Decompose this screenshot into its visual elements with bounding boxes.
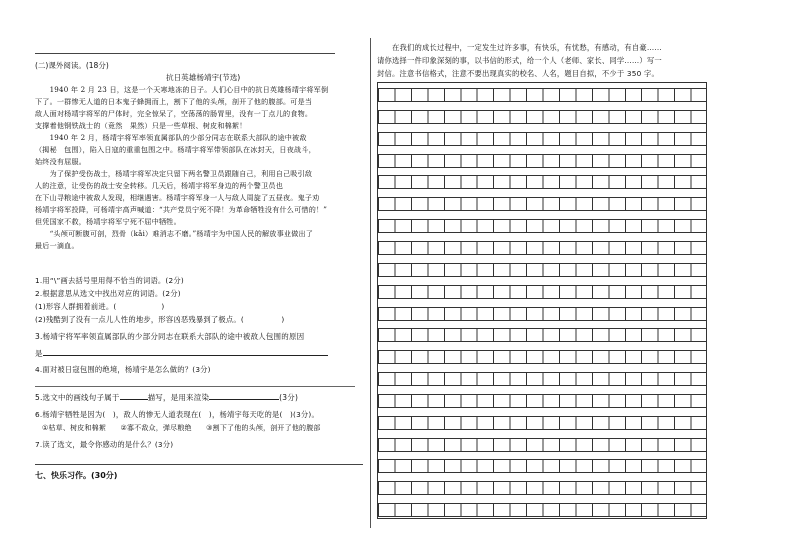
question-3-line1: 3.杨靖宇将军率领直属部队的少部分同志在联系大部队的途中被敌人包围的原因 (35, 332, 305, 341)
question-5-score: (3分) (279, 393, 299, 402)
answer-blank[interactable] (43, 355, 328, 356)
question-7: 7.读了选文，最令你感动的是什么？(3分) (35, 440, 174, 449)
question-2b: (2)残酷到了没有一点儿人性的地步，形容凶恶残暴到了极点。( ) (35, 315, 285, 324)
question-5-text: 5.选文中的画线句子属于 (35, 393, 120, 402)
question-5-mid: 描写，是用来渲染 (147, 393, 210, 402)
column-divider (370, 38, 371, 528)
grid-row[interactable] (378, 416, 706, 430)
article-line: 下了。一群惨无人道的日本鬼子蜂拥而上，割下了他的头颅，剖开了他的腹部。可是当 (35, 97, 313, 106)
article-line: 为了保护受伤战士，杨靖宇将军决定只留下两名警卫员跟随自己，利用自己吸引敌 (35, 169, 313, 178)
article-line: 1940 年 2 月 23 日，这是一个天寒地冻的日子。人们心目中的抗日英雄杨靖宇将军倒 (35, 85, 329, 94)
question-5 (35, 394, 298, 402)
writing-prompt-line-2: 请你选择一件印象深刻的事，以书信的形式，给一个人（老师、家长、同学……）写一 (377, 56, 662, 65)
article-line: 但凭国家不救，杨靖宇将军宁死不屈中牺牲。 (35, 217, 181, 226)
grid-row[interactable] (378, 438, 706, 452)
grid-row[interactable] (378, 241, 706, 255)
grid-row[interactable] (378, 219, 706, 233)
top-rule (35, 53, 335, 54)
composition-grid[interactable] (377, 82, 707, 519)
question-3-label: 是 (35, 349, 43, 358)
article-line: 始终没有屈服。 (35, 157, 87, 166)
article-line: 敌人面对杨靖宇将军的尸体时，完全惊呆了，空荡荡的肠胃里，没有一丁点儿的食物。 (35, 109, 313, 118)
grid-row[interactable] (378, 154, 706, 168)
article-title: 抗日英雄杨靖宇(节选) (166, 73, 241, 82)
article-line: 最后一滴血。 (35, 241, 79, 250)
grid-row[interactable] (378, 263, 706, 277)
grid-row[interactable] (378, 372, 706, 386)
grid-row[interactable] (378, 503, 706, 517)
answer-blank[interactable] (120, 399, 148, 400)
article-line: 人的注意，让受伤的战士安全转移。几天后，杨靖宇将军身边的两个警卫员也 (35, 181, 283, 190)
article-line: “头颅可断腹可剖，烈骨（kǎi）难消志不磨。”杨靖宇为中国人民的解放事业做出了 (35, 229, 314, 238)
writing-prompt-line-1: 在我们的成长过程中，一定发生过许多事，有快乐，有忧愁，有感动，有自豪…… (377, 43, 662, 52)
section-seven-heading: 七、快乐习作。(30分) (35, 471, 118, 480)
grid-row[interactable] (378, 285, 706, 299)
question-4: 4.面对被日寇包围的绝境，杨靖宇是怎么做的？(3分) (35, 365, 211, 374)
grid-row[interactable] (378, 459, 706, 473)
writing-prompt-line-3: 封信。注意书信格式，注意不要出现真实的校名、人名，题目自拟，不少于 350 字。 (377, 69, 659, 78)
question-2a: (1)形容人群拥着前进。( ) (35, 302, 165, 311)
article-line: 1940 年 2 月，杨靖宇将军率领直属部队的少部分同志在联系大部队的途中被敌 (35, 133, 307, 142)
section-heading: (二)课外阅读。(18分) (35, 61, 109, 70)
grid-row[interactable] (378, 110, 706, 124)
grid-row[interactable] (378, 197, 706, 211)
grid-row[interactable] (378, 481, 706, 495)
question-1: 1.用“\”画去括号里用得不恰当的词语。(2分) (35, 276, 184, 285)
grid-row[interactable] (378, 132, 706, 146)
grid-row[interactable] (378, 350, 706, 364)
question-6-options: ①枯草、树皮和棉絮 ②寡不敌众，弹尽粮绝 ③割下了他的头颅，剖开了他的腹部 (42, 424, 321, 432)
question-2: 2.根据意思从选文中找出对应的词语。(2分) (35, 289, 181, 298)
question-6: 6.杨靖宇牺牲是因为( )，敌人的惨无人道表现在( )，杨靖宇每天吃的是( )(3分)。 (35, 410, 319, 419)
answer-line[interactable] (35, 386, 355, 387)
grid-row[interactable] (378, 394, 706, 408)
article-line: 在下山寻粮途中被敌人发现，相继遇害。杨靖宇将军身一人与敌人周旋了五昼夜。鬼子劝 (35, 193, 320, 202)
article-line: （揭秘 包围），陷入日寇的重重包围之中。杨靖宇将军带领部队在冰封天，日夜战斗， (35, 145, 316, 154)
grid-row[interactable] (378, 88, 706, 102)
article-line: 杨靖宇将军投降，可杨靖宇高声喊道：“共产党员宁死不降！为革命牺牲没有什么可惜的！” (35, 205, 328, 214)
section-rule (35, 464, 363, 465)
answer-blank[interactable] (209, 399, 279, 400)
grid-row[interactable] (378, 307, 706, 321)
grid-row[interactable] (378, 175, 706, 189)
article-line: 支撑着他钢铁战士的（竟然 果然）只是一些草根、树皮和棉絮！ (35, 121, 247, 130)
grid-row[interactable] (378, 328, 706, 342)
question-3-line2 (35, 350, 328, 358)
